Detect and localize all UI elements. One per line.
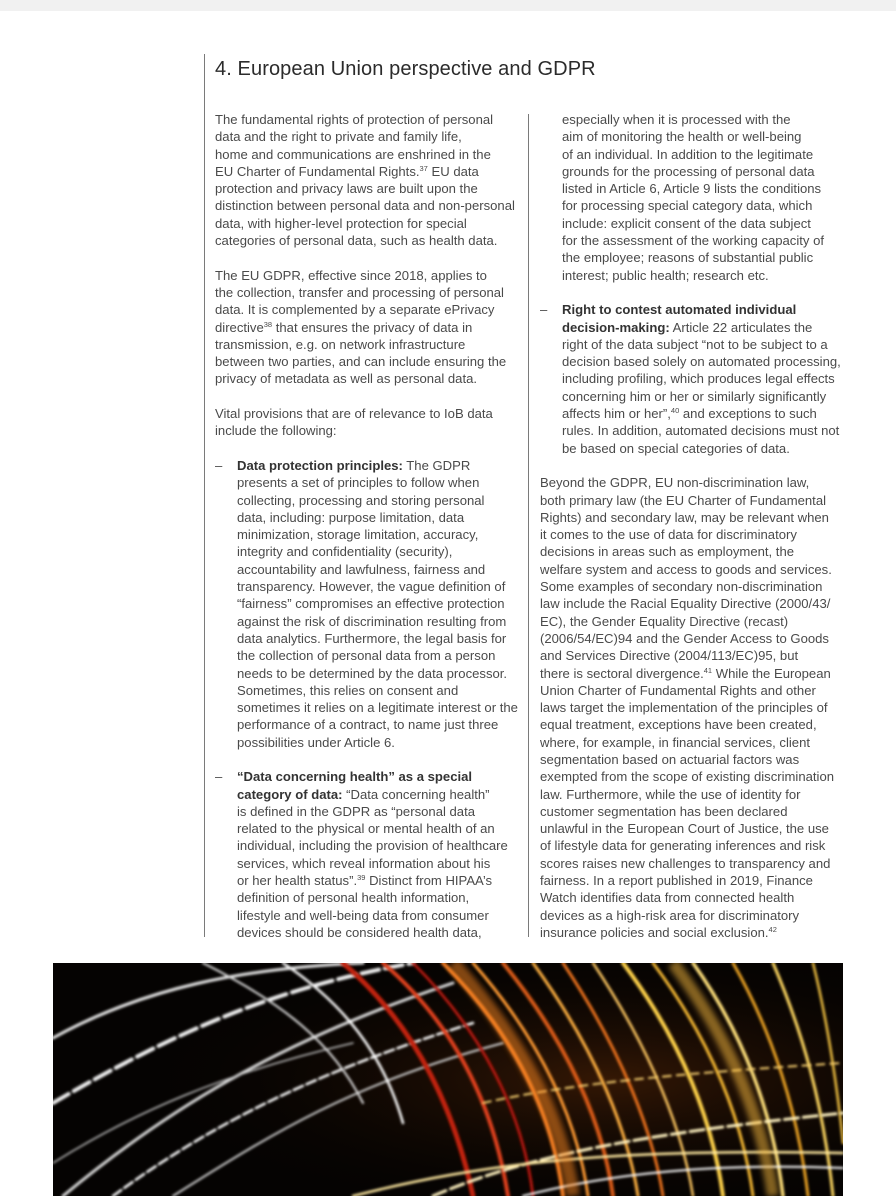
dash-bullet: – <box>540 302 548 318</box>
bullet-data-concerning-health: – “Data concerning health” as a special category of data: “Data concerning health” is defined in the GDPR as “personal data related to the physical or mental health of an individual, including the provision of healthcare services, which reveal information about his or her health status”.$^{39}$ Distinct from HIPAA’s definition of personal health information, lifestyle and well-being data from consumer devices should be considered health data, <box>215 769 508 940</box>
bullet-right-to-contest: – Right to contest automated individual decision-making: Article 22 articulates the right of the data subject “not to be subject to a decision based solely on automated processing, including profiling, which produces legal effects concerning him or her or similarly significantly affects him or her”,$^{40}$ and exceptions to such rules. In addition, automated decisions must not be based on special categories of data. <box>540 302 841 456</box>
footnote-ref: 39 <box>357 873 366 883</box>
footnote-ref: 37 <box>419 163 428 173</box>
column-divider-rule <box>528 114 529 937</box>
bullet-title: Right to contest automated individual <box>562 302 797 318</box>
dash-bullet: – <box>215 769 223 785</box>
dash-bullet: – <box>215 457 223 473</box>
top-bar <box>0 0 896 11</box>
left-column <box>215 111 523 959</box>
non-discrimination-paragraph: Beyond the GDPR, EU non-discrimination law, both primary law (the EU Charter of Fundamental Rights) and secondary law, may be relevant when it comes to the use of data for discriminatory decisions in areas such as employment, the welfare system and access to goods and services. Some examples of secondary non-discrimination law include the Racial Equality Directive (2000/43/ EC), the Gender Equality Directive (recast) (2006/54/EC)94 and the Gender Access to Goods and Services Directive (2004/113/EC)95, but there is sectoral divergence.$^{41}$ While the European Union Charter of Fundamental Rights and other laws target the implementation of the principles of equal treatment, exceptions have been created, where, for example, in financial services, client segmentation based on actuarial factors was exempted from the scope of existing discrimination law. Furthermore, while the use of identity for customer segmentation has been declared unlawful in the European Court of Justice, the use of lifestyle data for generating inferences and risk scores raises new challenges to transparency and fairness. In a report published in 2019, Finance Watch identifies data from connected health devices as a high-risk area for discriminatory insurance policies and social exclusion.$^{42}$ <box>540 475 835 940</box>
bullet-title: “Data concerning health” as a special <box>237 769 473 785</box>
bullet-title-cont: decision-making: <box>562 319 670 335</box>
left-margin-rule <box>204 54 205 937</box>
right-column <box>540 111 845 959</box>
bullet-title: Data protection principles: <box>237 457 403 473</box>
footnote-ref: 40 <box>670 406 680 416</box>
bullet-title-cont: category of data: <box>237 786 343 802</box>
bullet-data-protection-principles: – Data protection principles: The GDPR presents a set of principles to follow when collecting, processing and storing personal data, including: purpose limitation, data minimization, storage limitation, accuracy, integrity and confidentiality (security), accountability and lawfulness, fairness and transparency. However, the vague definition of “fairness” compromises an effective protection against the risk of discrimination resulting from data analytics. Furthermore, the legal basis for the collection of personal data from a person needs to be determined by the data processor. Sometimes, this relies on consent and sometimes it relies on a legitimate interest or the performance of a contract, to name just three possibilities under Article 6. <box>215 457 518 750</box>
light-trails-graphic <box>53 963 843 1196</box>
intro-paragraph: The fundamental rights of protection of personal data and the right to private and family life, home and communications are enshrined in the EU Charter of Fundamental Rights.$^{37}$ EU data protection and privacy laws are built upon the distinction between personal data and non-personal data, with higher-level protection for special categories of personal data, such as health data. <box>215 112 515 249</box>
footnote-ref: 41 <box>703 665 713 675</box>
bullet-health-continued: especially when it is processed with the aim of monitoring the health or well-being of an individual. In addition to the legitimate grounds for the processing of personal data listed in Article 6, Article 9 lists the conditions for processing special category data, which include: explicit consent of the data subject for the assessment of the working capacity of the employee; reasons of substantial public interest; public health; research etc. <box>562 112 825 283</box>
footnote-ref: 38 <box>263 319 273 329</box>
light-trails-photo <box>53 963 843 1196</box>
section-heading: 4. European Union perspective and GDPR <box>215 58 596 80</box>
footnote-ref: 42 <box>768 924 777 934</box>
gdpr-paragraph: The EU GDPR, effective since 2018, applies to the collection, transfer and processing of personal data. It is complemented by a separate ePrivacy directive$^{38}$ that ensures the privacy of data in transmission, e.g. on network infrastructure between two parties, and can include ensuring the privacy of metadata as well as personal data. <box>215 267 507 387</box>
provisions-intro-paragraph: Vital provisions that are of relevance to IoB data include the following: <box>215 406 493 439</box>
